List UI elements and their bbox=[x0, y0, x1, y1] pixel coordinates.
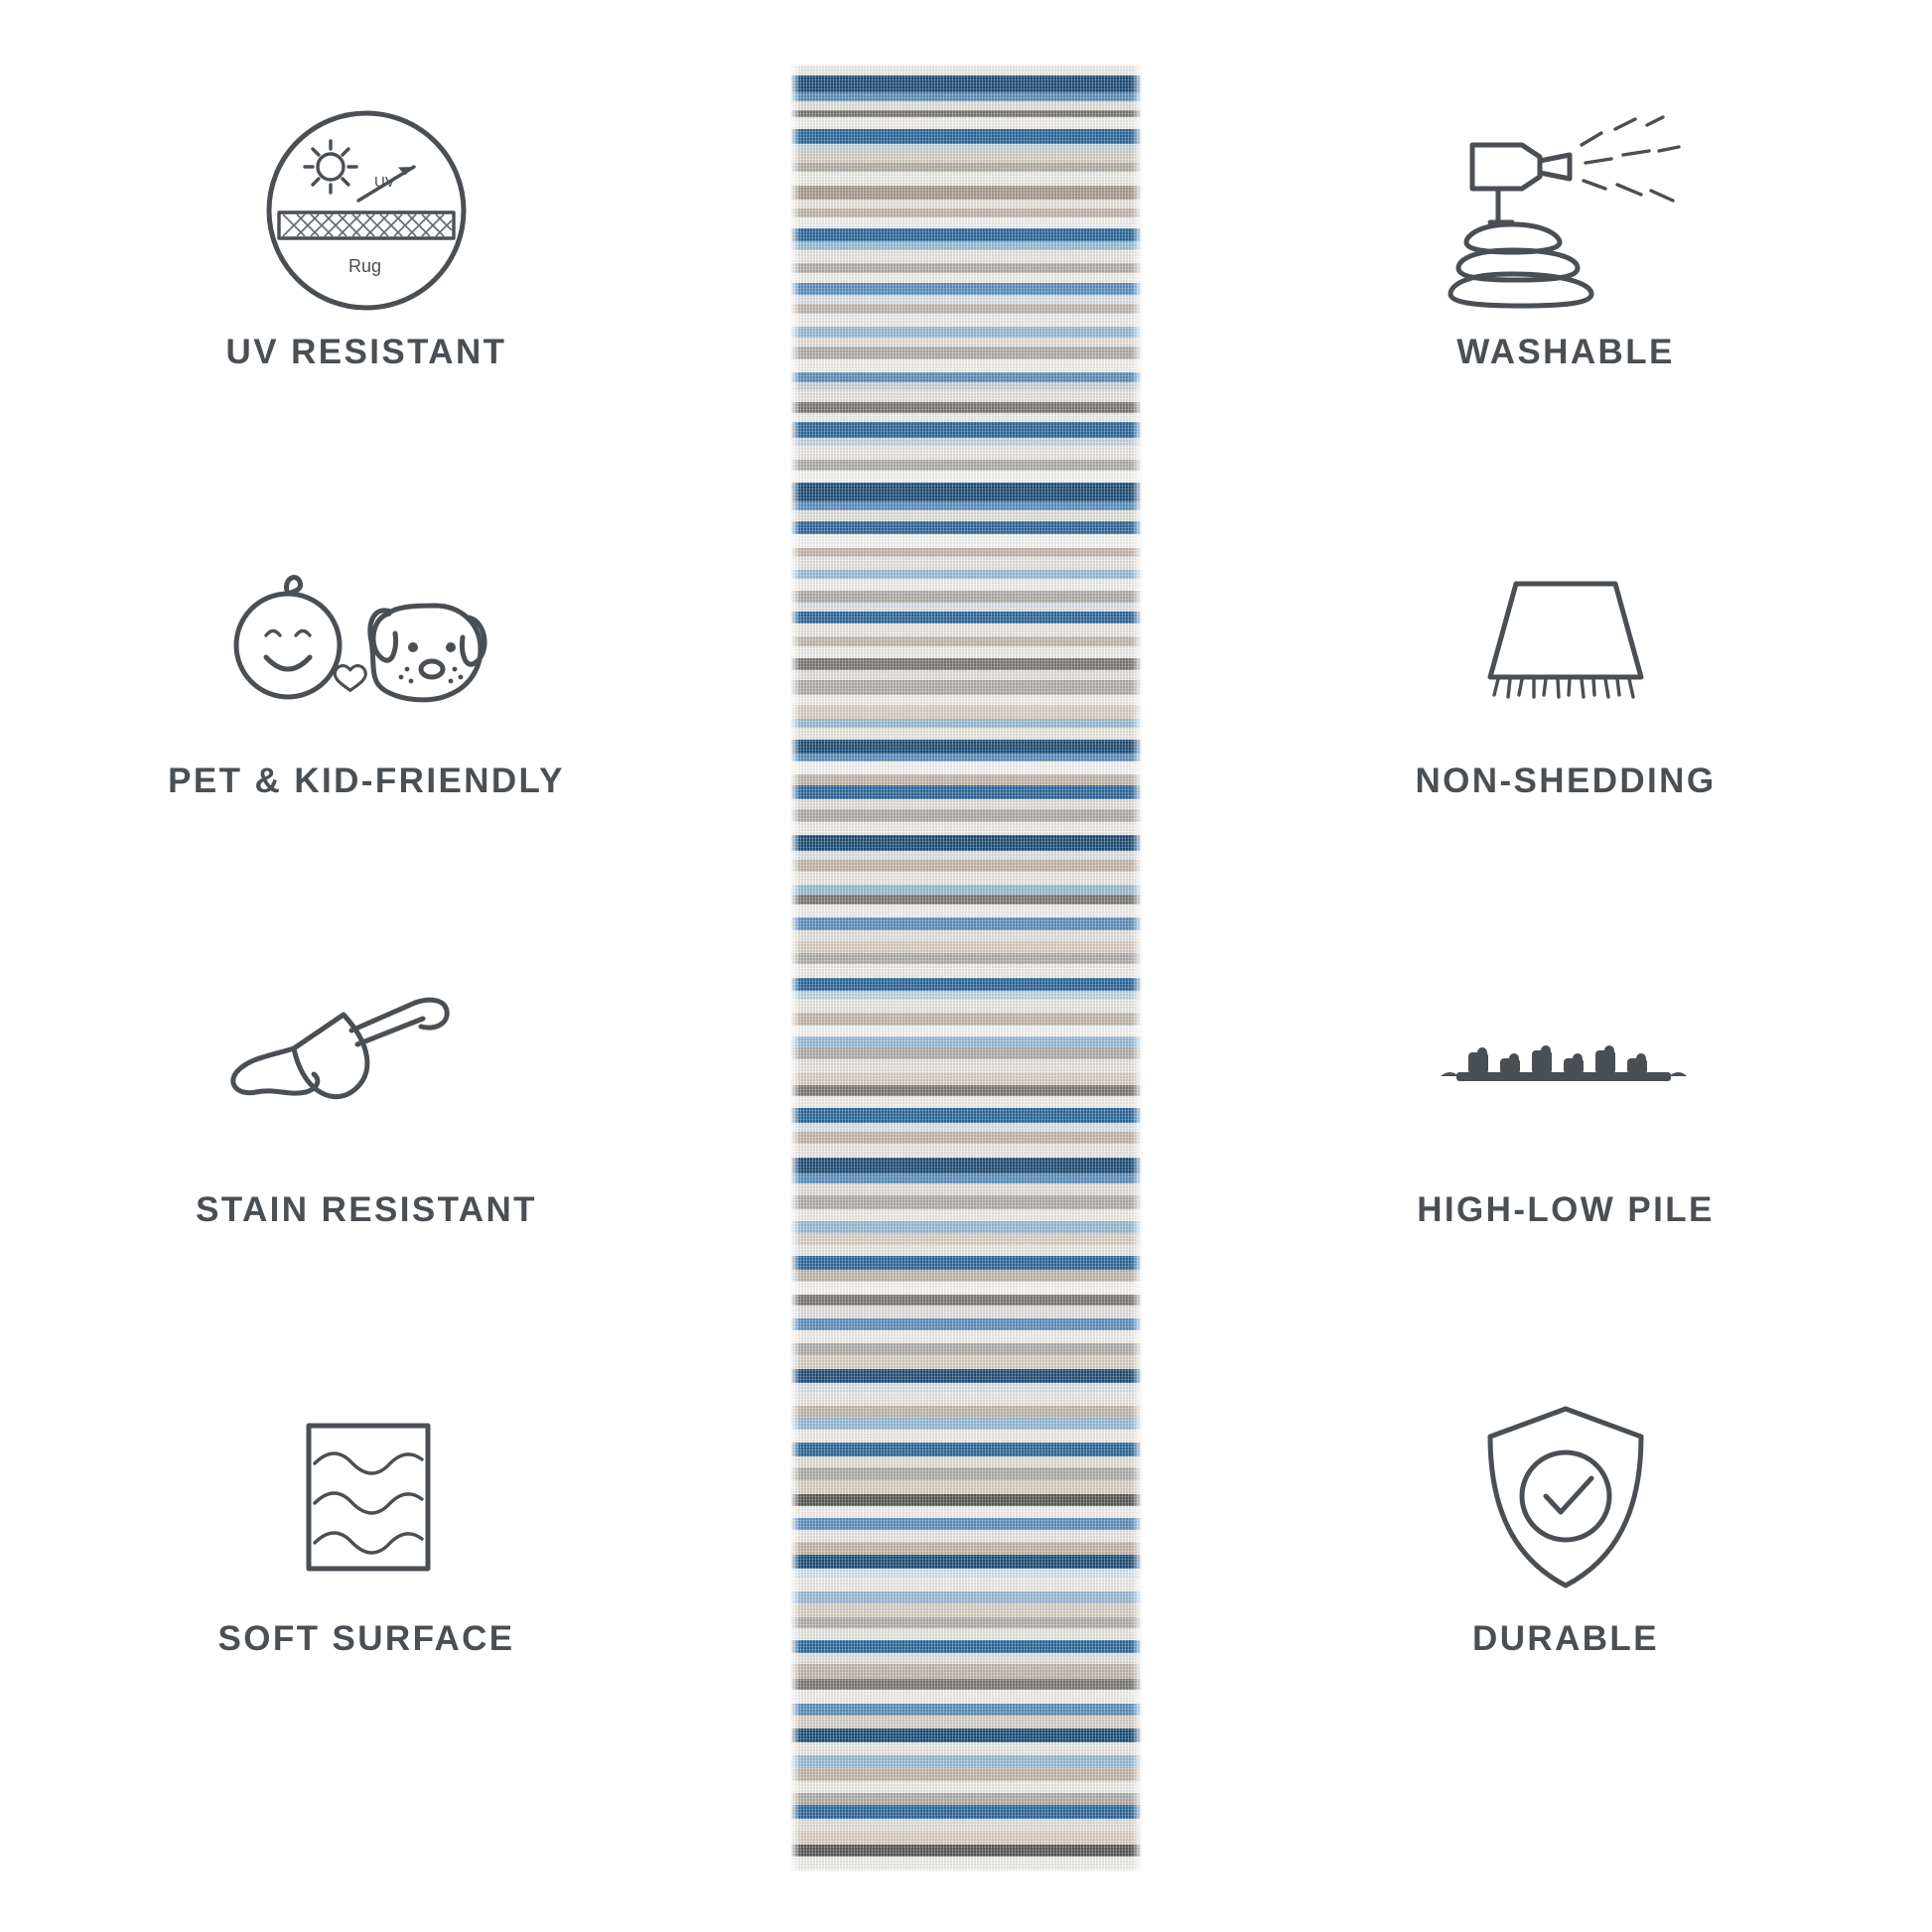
left-feature-column bbox=[0, 0, 733, 1932]
rug-stripe bbox=[791, 1355, 1141, 1368]
rug-stripe bbox=[791, 1047, 1141, 1059]
rug-stripe bbox=[791, 1518, 1141, 1530]
rug-stripe bbox=[791, 728, 1141, 739]
rug-stripe bbox=[791, 1059, 1141, 1071]
rug-stripe bbox=[791, 1343, 1141, 1355]
rug-stripe bbox=[791, 217, 1141, 228]
rug-stripe bbox=[791, 991, 1141, 1000]
feature-label-soft-surface: SOFT SURFACE bbox=[217, 1619, 515, 1658]
rug-stripe bbox=[791, 705, 1141, 718]
rug-stripe bbox=[791, 346, 1141, 358]
rug-stripe bbox=[791, 1805, 1141, 1818]
rug-stripe bbox=[791, 1282, 1141, 1294]
rug-stripe bbox=[791, 172, 1141, 187]
rug-stripe bbox=[791, 1857, 1141, 1868]
feature-soft-surface bbox=[0, 1382, 733, 1811]
feature-label-high-low-pile: HIGH-LOW PILE bbox=[1417, 1190, 1715, 1229]
feature-non-shedding bbox=[1199, 524, 1932, 953]
feature-pet-kid-friendly bbox=[0, 524, 733, 953]
rug-stripe bbox=[791, 304, 1141, 314]
rug-stripe bbox=[791, 151, 1141, 162]
rug-stripe bbox=[791, 964, 1141, 979]
rug-stripe bbox=[791, 1085, 1141, 1095]
rug-stripe bbox=[791, 1664, 1141, 1679]
rug-stripe bbox=[791, 895, 1141, 903]
rug-stripe bbox=[791, 695, 1141, 705]
rug-stripe bbox=[791, 1418, 1141, 1429]
rug-stripe bbox=[791, 822, 1141, 835]
rug-stripe bbox=[791, 851, 1141, 860]
rug-stripe bbox=[791, 1158, 1141, 1174]
rug-stripe bbox=[791, 144, 1141, 151]
rug-stripe bbox=[791, 283, 1141, 295]
rug-stripe bbox=[791, 1704, 1141, 1716]
rug-stripe bbox=[791, 809, 1141, 821]
rug-stripe bbox=[791, 1406, 1141, 1418]
rug-stripe bbox=[791, 1393, 1141, 1405]
pile-profile-icon bbox=[1417, 953, 1715, 1183]
rug-image-wrapper bbox=[733, 0, 1199, 1932]
rug-stripe bbox=[791, 101, 1141, 109]
rug-stripe bbox=[791, 658, 1141, 670]
rug-stripe bbox=[791, 1000, 1141, 1012]
rug-stripe bbox=[791, 612, 1141, 623]
rug-stripe bbox=[791, 200, 1141, 208]
rug-stripe bbox=[791, 422, 1141, 438]
rug-stripe bbox=[791, 163, 1141, 172]
rug-stripe bbox=[791, 359, 1141, 372]
rug-stripe bbox=[791, 1383, 1141, 1393]
rug-label: Rug bbox=[348, 256, 382, 276]
rug-stripe bbox=[791, 1555, 1141, 1568]
rug-stripe bbox=[791, 1690, 1141, 1703]
feature-label-non-shedding: NON-SHEDDING bbox=[1415, 761, 1717, 800]
rug-stripe bbox=[791, 1506, 1141, 1518]
feature-washable bbox=[1199, 95, 1932, 524]
rug-stripe bbox=[791, 1755, 1141, 1767]
rug-stripe bbox=[791, 1144, 1141, 1157]
feature-uv-resistant bbox=[0, 95, 733, 524]
rug-stripe bbox=[791, 1369, 1141, 1384]
rug-stripe bbox=[791, 1036, 1141, 1046]
rug-stripe bbox=[791, 860, 1141, 872]
rug-stripe bbox=[791, 1456, 1141, 1467]
rug-stripe bbox=[791, 1728, 1141, 1743]
striped-runner-rug bbox=[791, 66, 1141, 1870]
rug-stripe bbox=[791, 413, 1141, 422]
rug-stripe bbox=[791, 228, 1141, 241]
rug-stripe bbox=[791, 273, 1141, 283]
feature-label-pet-kid-friendly: PET & KID-FRIENDLY bbox=[168, 761, 565, 800]
rug-stripe bbox=[791, 774, 1141, 785]
rug-stripe bbox=[791, 208, 1141, 216]
rug-stripe bbox=[791, 250, 1141, 263]
rug-stripe bbox=[791, 1480, 1141, 1495]
rug-stripe bbox=[791, 557, 1141, 570]
feature-label-uv-resistant: UV RESISTANT bbox=[225, 333, 507, 371]
rug-stripe bbox=[791, 799, 1141, 809]
rug-stripe bbox=[791, 1108, 1141, 1123]
rug-stripe bbox=[791, 1530, 1141, 1541]
rug-stripe bbox=[791, 1640, 1141, 1652]
rug-stripe bbox=[791, 953, 1141, 963]
rug-stripe bbox=[791, 761, 1141, 773]
rug-stripe bbox=[791, 521, 1141, 534]
spilled-wine-glass-icon bbox=[203, 953, 530, 1183]
rug-stripe bbox=[791, 117, 1141, 129]
fringed-rug-icon bbox=[1447, 524, 1685, 755]
rug-stripe bbox=[791, 382, 1141, 390]
rug-stripe bbox=[791, 1256, 1141, 1269]
rug-stripe bbox=[791, 338, 1141, 346]
feature-label-durable: DURABLE bbox=[1472, 1619, 1659, 1658]
rug-stripe bbox=[791, 785, 1141, 798]
rug-stripe bbox=[791, 646, 1141, 657]
feature-stain-resistant bbox=[0, 953, 733, 1382]
rug-stripe bbox=[791, 835, 1141, 851]
uv-sun-rug-icon bbox=[257, 95, 476, 326]
rug-stripe bbox=[791, 1072, 1141, 1085]
rug-stripe bbox=[791, 1679, 1141, 1690]
rug-stripe bbox=[791, 471, 1141, 483]
rug-stripe bbox=[791, 1183, 1141, 1195]
rug-stripe bbox=[791, 754, 1141, 761]
rug-stripe bbox=[791, 390, 1141, 402]
rug-stripe bbox=[791, 670, 1141, 680]
rug-stripe bbox=[791, 904, 1141, 917]
rug-stripe bbox=[791, 1221, 1141, 1232]
rug-stripe bbox=[791, 872, 1141, 884]
rug-stripe bbox=[791, 570, 1141, 578]
rug-stripe bbox=[791, 110, 1141, 117]
rug-stripe bbox=[791, 438, 1141, 446]
rug-stripe bbox=[791, 941, 1141, 953]
rug-stripe bbox=[791, 1245, 1141, 1256]
rug-stripe bbox=[791, 372, 1141, 381]
rug-stripe bbox=[791, 483, 1141, 501]
rug-stripe bbox=[791, 1716, 1141, 1727]
rug-stripe bbox=[791, 1295, 1141, 1306]
rug-stripe bbox=[791, 327, 1141, 338]
rug-stripe bbox=[791, 295, 1141, 303]
rug-stripe bbox=[791, 1742, 1141, 1754]
rug-stripe bbox=[791, 1617, 1141, 1628]
rug-stripe bbox=[791, 1845, 1141, 1857]
rug-stripe bbox=[791, 1132, 1141, 1144]
rug-stripe bbox=[791, 92, 1141, 101]
rug-stripe bbox=[791, 1233, 1141, 1245]
rug-stripe bbox=[791, 1767, 1141, 1780]
rug-stripe bbox=[791, 1591, 1141, 1603]
wavy-lines-square-icon bbox=[267, 1382, 466, 1612]
rug-stripe bbox=[791, 460, 1141, 470]
rug-stripe bbox=[791, 186, 1141, 199]
rug-stripe bbox=[791, 510, 1141, 520]
rug-stripe bbox=[791, 1209, 1141, 1221]
right-feature-column bbox=[1199, 0, 1932, 1932]
rug-stripe bbox=[791, 1195, 1141, 1208]
rug-stripe bbox=[791, 623, 1141, 635]
rug-stripe bbox=[791, 534, 1141, 547]
rug-stripe bbox=[791, 1819, 1141, 1831]
rug-stripe bbox=[791, 1430, 1141, 1443]
rug-stripe bbox=[791, 740, 1141, 755]
rug-stripe bbox=[791, 75, 1141, 92]
rug-stripe bbox=[791, 1494, 1141, 1505]
rug-stripe bbox=[791, 501, 1141, 510]
rug-stripe bbox=[791, 1173, 1141, 1182]
rug-stripe bbox=[791, 603, 1141, 612]
rug-stripe bbox=[791, 66, 1141, 75]
rug-stripe bbox=[791, 1270, 1141, 1282]
baby-dog-heart-icon bbox=[203, 524, 530, 755]
uv-label: UV bbox=[374, 174, 395, 191]
feature-durable bbox=[1199, 1382, 1932, 1811]
rug-stripe bbox=[791, 917, 1141, 929]
rug-stripe bbox=[791, 129, 1141, 144]
rug-stripe bbox=[791, 1579, 1141, 1590]
rug-stripe bbox=[791, 1793, 1141, 1805]
feature-label-stain-resistant: STAIN RESISTANT bbox=[196, 1190, 537, 1229]
shield-check-icon bbox=[1466, 1382, 1665, 1612]
rug-stripe bbox=[791, 1569, 1141, 1579]
rug-stripe bbox=[791, 241, 1141, 249]
rug-stripe bbox=[791, 591, 1141, 602]
rug-stripe bbox=[791, 263, 1141, 272]
feature-high-low-pile bbox=[1199, 953, 1932, 1382]
rug-stripe bbox=[791, 1467, 1141, 1479]
rug-stripe bbox=[791, 1026, 1141, 1036]
feature-label-washable: WASHABLE bbox=[1456, 333, 1675, 371]
rug-stripe bbox=[791, 1781, 1141, 1793]
rug-stripe bbox=[791, 680, 1141, 695]
rug-stripe bbox=[791, 1603, 1141, 1616]
rug-stripe bbox=[791, 1318, 1141, 1330]
rug-stripe bbox=[791, 1542, 1141, 1555]
rug-stripe bbox=[791, 978, 1141, 990]
rug-stripe bbox=[791, 548, 1141, 557]
rug-stripe bbox=[791, 402, 1141, 412]
rug-stripe bbox=[791, 1831, 1141, 1844]
rug-stripe bbox=[791, 885, 1141, 895]
rug-stripe bbox=[791, 1306, 1141, 1317]
hose-sprayer-icon bbox=[1437, 95, 1695, 326]
rug-stripe bbox=[791, 636, 1141, 646]
rug-stripe bbox=[791, 1330, 1141, 1342]
rug-stripe bbox=[791, 1443, 1141, 1455]
rug-stripe bbox=[791, 1653, 1141, 1664]
rug-stripe bbox=[791, 719, 1141, 728]
rug-stripe bbox=[791, 930, 1141, 941]
rug-stripe bbox=[791, 314, 1141, 326]
rug-stripe bbox=[791, 1123, 1141, 1132]
rug-stripe bbox=[791, 446, 1141, 461]
rug-stripe bbox=[791, 1096, 1141, 1108]
rug-stripe bbox=[791, 1013, 1141, 1026]
rug-stripe bbox=[791, 579, 1141, 591]
rug-stripe bbox=[791, 1628, 1141, 1640]
